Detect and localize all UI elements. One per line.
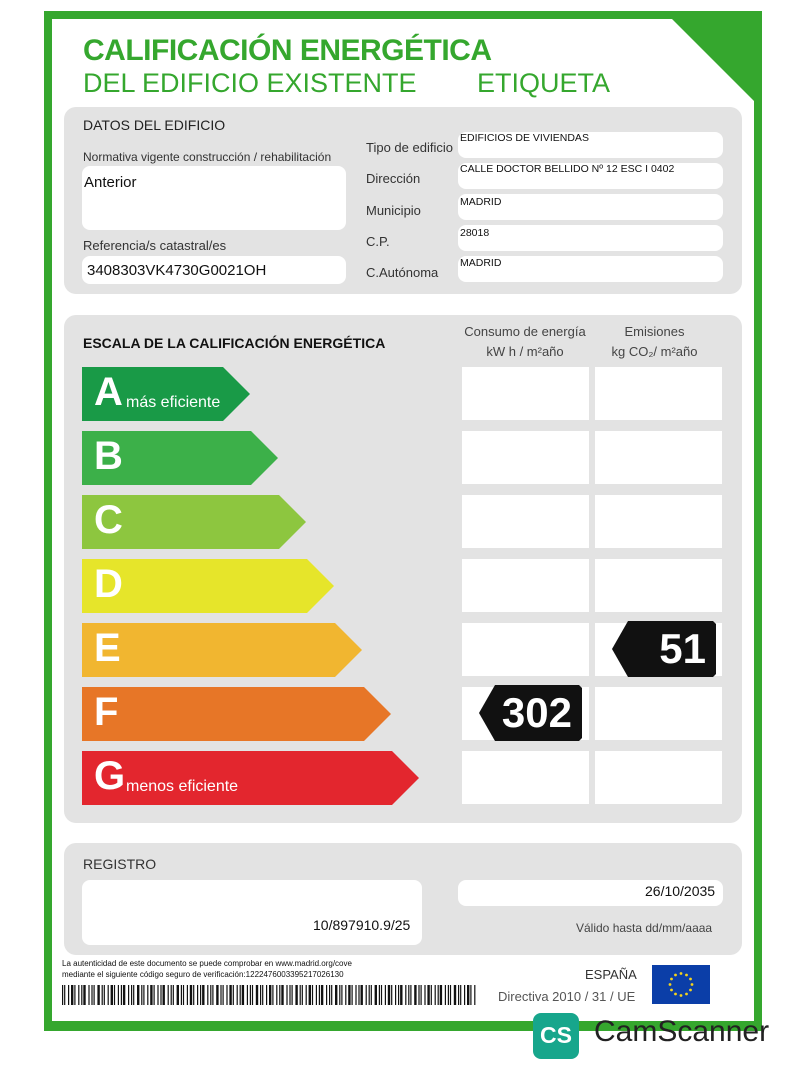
emisiones-rating-badge-value: 51 (659, 625, 706, 672)
valid-date: 26/10/2035 (645, 883, 716, 899)
corner-triangle (664, 11, 762, 109)
emisiones-cell (595, 367, 722, 420)
rating-arrow-d (82, 559, 334, 613)
consumo-cell (462, 367, 589, 420)
rating-letter: F (94, 690, 119, 734)
field-value-direccion: CALLE DOCTOR BELLIDO Nº 12 ESC I 0402 (460, 163, 675, 175)
emisiones-rating-badge (612, 621, 716, 677)
rating-letter: D (94, 562, 123, 606)
camscanner-watermark: CamScanner (594, 1015, 770, 1048)
consumo-cell (462, 623, 589, 676)
rating-letter: E (94, 626, 121, 670)
verification-note-line2: mediante el siguiente código seguro de verificación:1222476003395217026130 (62, 970, 344, 979)
consumo-header-unit: kW h / m²año (486, 344, 564, 359)
emisiones-header-unit: kg CO₂/ m²año (611, 344, 698, 359)
barcode (62, 985, 478, 1005)
rating-caption: más eficiente (126, 394, 221, 411)
building-section-title: DATOS DEL EDIFICIO (83, 117, 226, 133)
registro-title: REGISTRO (83, 856, 157, 872)
field-value-autonoma: MADRID (460, 257, 502, 269)
rating-arrow-e (82, 623, 362, 677)
catastral-label: Referencia/s catastral/es (83, 238, 227, 253)
field-value-tipo: EDIFICIOS DE VIVIENDAS (460, 132, 589, 144)
consumo-rating-badge (479, 685, 582, 741)
rating-caption: menos eficiente (126, 778, 239, 795)
registro-number-field (82, 880, 422, 945)
field-value-cp: 28018 (460, 227, 490, 239)
label-type: ETIQUETA (477, 68, 611, 98)
normativa-value: Anterior (84, 174, 137, 191)
country-label: ESPAÑA (585, 967, 637, 982)
catastral-value: 3408303VK4730G0021OH (87, 262, 267, 279)
consumo-cell (462, 495, 589, 548)
emisiones-header (592, 322, 717, 362)
rating-letter: B (94, 434, 123, 478)
directive-label: Directiva 2010 / 31 / UE (498, 989, 636, 1004)
rating-arrow-a (82, 367, 250, 421)
emisiones-cell (595, 687, 722, 740)
emisiones-cell (595, 751, 722, 804)
rating-letter: A (94, 370, 123, 414)
emisiones-header-line1: Emisiones (624, 324, 685, 339)
field-label-municipio: Municipio (366, 203, 421, 218)
field-label-cp: C.P. (366, 234, 390, 249)
emisiones-cell (595, 431, 722, 484)
consumo-rating-badge-value: 302 (501, 689, 572, 736)
consumo-cell (462, 559, 589, 612)
field-label-direccion: Dirección (366, 171, 421, 186)
verification-note-line1: La autenticidad de este documento se puede comprobar en www.madrid.org/cove (62, 959, 352, 968)
rating-letter: G (94, 754, 126, 798)
normativa-label: Normativa vigente construcción / rehabilitación (83, 150, 332, 164)
scale-title: ESCALA DE LA CALIFICACIÓN ENERGÉTICA (83, 335, 386, 351)
consumo-header-line1: Consumo de energía (464, 324, 586, 339)
rating-arrow-f (82, 687, 391, 741)
valid-date-label: Válido hasta dd/mm/aaaa (576, 921, 713, 935)
registro-number: 10/897910.9/25 (313, 917, 411, 933)
rating-arrow-b (82, 431, 278, 485)
emisiones-cell (595, 495, 722, 548)
consumo-header (460, 322, 590, 362)
eu-flag-icon (652, 965, 710, 1004)
rating-letter: C (94, 498, 123, 542)
rating-arrow-g (82, 751, 419, 805)
camscanner-logo-icon (533, 1013, 579, 1059)
camscanner-logo-text: CS (540, 1022, 572, 1048)
rating-arrow-c (82, 495, 306, 549)
emisiones-cell (595, 559, 722, 612)
page-subtitle: DEL EDIFICIO EXISTENTE (83, 68, 417, 98)
consumo-cell (462, 751, 589, 804)
field-cp (458, 225, 723, 251)
consumo-cell (462, 431, 589, 484)
field-label-tipo: Tipo de edificio (366, 140, 453, 155)
field-value-municipio: MADRID (460, 196, 502, 208)
page-title: CALIFICACIÓN ENERGÉTICA (83, 34, 492, 67)
field-label-autonoma: C.Autónoma (366, 265, 439, 280)
